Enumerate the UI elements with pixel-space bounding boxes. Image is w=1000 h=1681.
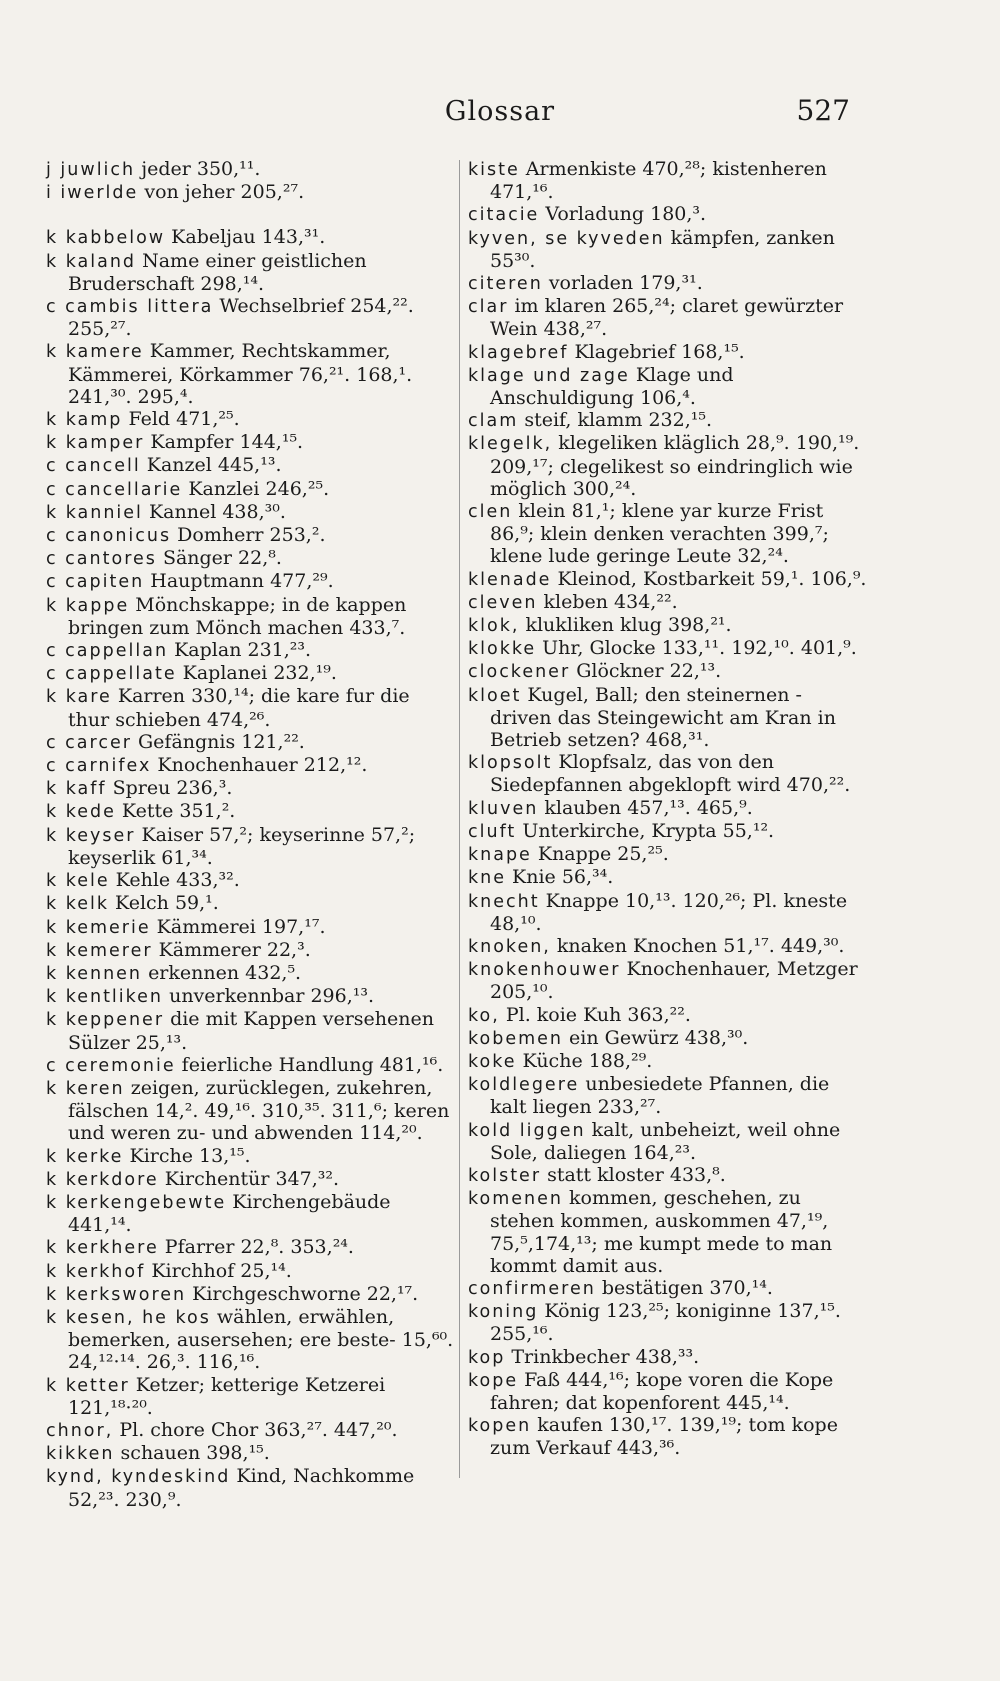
gloss: jeder 350,¹¹. bbox=[141, 158, 261, 180]
headword: kop bbox=[468, 1347, 506, 1368]
headword: klokke bbox=[468, 639, 537, 660]
headword: k kelk bbox=[46, 894, 109, 915]
glossary-entry bbox=[46, 916, 456, 939]
gloss: ein Gewürz 438,³⁰. bbox=[569, 1026, 749, 1049]
headword: k kerkhere bbox=[46, 1238, 159, 1259]
headword: c ceremonie bbox=[46, 1055, 176, 1076]
glossary-entry bbox=[468, 1164, 868, 1187]
gloss: steif, klamm 232,¹⁵. bbox=[524, 409, 713, 432]
headword: c cambis littera bbox=[46, 297, 214, 318]
gloss: Trinkbecher 438,³³. bbox=[511, 1345, 700, 1368]
glossary-entry bbox=[468, 820, 868, 843]
gloss: unverkennbar 296,¹³. bbox=[169, 985, 375, 1008]
glossary-entry bbox=[468, 568, 868, 591]
headword: k keren bbox=[46, 1078, 125, 1099]
glossary-entry bbox=[46, 685, 456, 730]
glossary-entry bbox=[46, 731, 456, 754]
glossary-entry bbox=[468, 684, 868, 752]
headword: kolster bbox=[468, 1165, 542, 1186]
gloss: Sänger 22,⁸. bbox=[162, 547, 282, 570]
headword: c capiten bbox=[46, 572, 145, 593]
glossary-entry bbox=[46, 962, 456, 985]
glossary-entry bbox=[468, 1277, 868, 1300]
glossary-entry bbox=[46, 1191, 456, 1236]
headword: k kentliken bbox=[46, 987, 164, 1008]
headword: kobemen bbox=[468, 1028, 563, 1049]
headword: cleven bbox=[468, 592, 538, 613]
headword: clam bbox=[468, 411, 519, 432]
headword: c cancell bbox=[46, 456, 141, 477]
gloss: Klagebrief 168,¹⁵. bbox=[574, 340, 745, 363]
gloss: Kelch 59,¹. bbox=[115, 892, 219, 915]
glossary-entry bbox=[46, 295, 456, 340]
headword: k kabbelow bbox=[46, 228, 166, 249]
gloss: Knochenhauer, Metzger 205,¹⁰. bbox=[490, 958, 858, 1004]
glossary-entry bbox=[46, 226, 456, 249]
headword: kynd, kyndeskind bbox=[46, 1467, 231, 1488]
page-number: 527 bbox=[796, 94, 850, 127]
glossary-entry bbox=[468, 1004, 868, 1027]
headword: k kesen, he kos bbox=[46, 1307, 211, 1328]
glossary-entry bbox=[468, 500, 868, 568]
gloss: Pl. chore Chor 363,²⁷. 447,²⁰. bbox=[119, 1418, 398, 1441]
gloss: klukliken klug 398,²¹. bbox=[525, 614, 732, 637]
gloss: kleben 434,²². bbox=[543, 590, 678, 613]
gloss: Kammer, Rechtskammer, Kämmerei, Körkammer 76,²¹. 168,¹. 241,³⁰. 295,⁴. bbox=[68, 340, 413, 408]
headword: i iwerlde bbox=[46, 183, 139, 204]
glossary-entry bbox=[46, 939, 456, 962]
headword: citeren bbox=[468, 274, 543, 295]
glossary-entry bbox=[46, 777, 456, 800]
headword: confirmeren bbox=[468, 1278, 596, 1299]
headword: koke bbox=[468, 1051, 517, 1072]
glossary-entry bbox=[468, 1119, 868, 1164]
glossary-entry bbox=[46, 250, 456, 295]
glossary-entry bbox=[46, 1306, 456, 1374]
gloss: Kehle 433,³². bbox=[115, 869, 240, 892]
gloss: Kaplanei 232,¹⁹. bbox=[182, 662, 337, 685]
gloss: Mönchskappe; in de kappen bringen zum Mönch machen 433,⁷. bbox=[68, 593, 407, 639]
headword: k kele bbox=[46, 871, 110, 892]
glossary-entry bbox=[46, 501, 456, 524]
headword: kold liggen bbox=[468, 1120, 586, 1141]
headword: knokenhouwer bbox=[468, 960, 621, 981]
glossary-entry bbox=[468, 1073, 868, 1118]
headword: kikken bbox=[46, 1444, 115, 1465]
glossary-entry bbox=[46, 662, 456, 685]
glossary-entry bbox=[46, 1145, 456, 1168]
glossary-entry bbox=[46, 431, 456, 454]
glossary-entry bbox=[468, 797, 868, 820]
gloss: Klage und Anschuldigung 106,⁴. bbox=[490, 363, 734, 410]
headword: kiste bbox=[468, 160, 520, 180]
gloss: Kabeljau 143,³¹. bbox=[171, 226, 326, 249]
gloss: kaufen 130,¹⁷. 139,¹⁹; tom kope zum Verkauf 443,³⁶. bbox=[490, 1414, 838, 1460]
glossary-entry bbox=[468, 158, 868, 203]
gloss: erkennen 432,⁵. bbox=[148, 961, 302, 984]
gloss: Ketzer; ketterige Ketzerei 121,¹⁸·²⁰. bbox=[68, 1373, 386, 1419]
glossary-entry bbox=[46, 1442, 456, 1465]
gloss: Kleinod, Kostbarkeit 59,¹. 106,⁹. bbox=[557, 567, 867, 590]
headword: clen bbox=[468, 502, 513, 523]
glossary-entry bbox=[468, 614, 868, 637]
headword: kne bbox=[468, 868, 506, 889]
glossary-entry bbox=[46, 1374, 456, 1419]
headword: k keyser bbox=[46, 825, 136, 846]
glossary-entry bbox=[46, 1008, 456, 1053]
gloss: Wechselbrief 254,²². 255,²⁷. bbox=[68, 295, 414, 341]
gloss: von jeher 205,²⁷. bbox=[144, 181, 305, 204]
headword: kloet bbox=[468, 685, 522, 706]
headword: k kemerie bbox=[46, 917, 151, 938]
glossary-entry bbox=[468, 295, 868, 340]
gloss: Domherr 253,². bbox=[177, 524, 326, 547]
headword: c cappellate bbox=[46, 664, 177, 685]
running-title: Glossar bbox=[444, 96, 556, 127]
headword: chnor, bbox=[46, 1420, 114, 1441]
gloss: im klaren 265,²⁴; claret gewürzter Wein 438,²⁷. bbox=[490, 295, 844, 341]
headword: c cantores bbox=[46, 549, 157, 570]
headword: kyven, se kyveden bbox=[468, 228, 665, 249]
gloss: Klopfsalz, das von den Siedepfannen abgeklopft wird 470,²². bbox=[490, 751, 851, 797]
headword: k kamp bbox=[46, 410, 123, 431]
right-column bbox=[468, 158, 868, 1460]
headword: koning bbox=[468, 1302, 539, 1323]
glossary-entry bbox=[468, 660, 868, 683]
glossary-entry bbox=[46, 454, 456, 477]
running-head bbox=[0, 96, 1000, 132]
headword: c carnifex bbox=[46, 756, 152, 777]
glossary-entry bbox=[46, 181, 456, 204]
glossary-entry bbox=[46, 524, 456, 547]
gloss: feierliche Handlung 481,¹⁶. bbox=[181, 1053, 444, 1076]
headword: ko, bbox=[468, 1005, 500, 1026]
gloss: Kirchengebäude 441,¹⁴. bbox=[68, 1190, 391, 1237]
glossary-entry bbox=[468, 432, 868, 500]
left-column bbox=[46, 158, 456, 1511]
column-divider bbox=[459, 160, 460, 1478]
glossary-entry bbox=[46, 1260, 456, 1283]
headword: k kerke bbox=[46, 1146, 124, 1167]
glossary-entry bbox=[46, 408, 456, 431]
gloss: Kirchgeschworne 22,¹⁷. bbox=[192, 1282, 419, 1305]
gloss: kommen, geschehen, zu stehen kommen, auskommen 47,¹⁹, 75,⁵,174,¹³; me kumpt mede to man kommt damit aus. bbox=[490, 1187, 833, 1277]
gloss: bestätigen 370,¹⁴. bbox=[601, 1276, 773, 1299]
glossary-entry bbox=[468, 1414, 868, 1459]
gloss: Kanzlei 246,²⁵. bbox=[188, 477, 330, 500]
glossary-entry bbox=[468, 591, 868, 614]
headword: k kamere bbox=[46, 342, 144, 363]
gloss: Kirche 13,¹⁵. bbox=[129, 1144, 251, 1167]
glossary-entry bbox=[46, 1283, 456, 1306]
gloss: Faß 444,¹⁶; kope voren die Kope fahren; dat kopenforent 445,¹⁴. bbox=[490, 1368, 834, 1414]
glossary-entry bbox=[46, 1465, 456, 1510]
gloss: Uhr, Glocke 133,¹¹. 192,¹⁰. 401,⁹. bbox=[542, 637, 857, 660]
gloss: Kaplan 231,²³. bbox=[174, 639, 312, 662]
headword: k kaland bbox=[46, 251, 137, 272]
headword: klok, bbox=[468, 616, 520, 637]
glossary-entry bbox=[468, 843, 868, 866]
headword: komenen bbox=[468, 1189, 563, 1210]
glossary-entry bbox=[46, 478, 456, 501]
gloss: Vorladung 180,³. bbox=[545, 203, 707, 226]
glossary-entry bbox=[468, 1187, 868, 1277]
gloss: schauen 398,¹⁵. bbox=[120, 1442, 270, 1465]
glossary-entry bbox=[46, 570, 456, 593]
glossary-entry bbox=[46, 594, 456, 639]
headword: koldlegere bbox=[468, 1075, 580, 1096]
headword: cluft bbox=[468, 821, 517, 842]
glossary-entry bbox=[46, 1077, 456, 1145]
glossary-entry bbox=[468, 890, 868, 935]
gloss: Unterkirche, Krypta 55,¹². bbox=[522, 819, 775, 842]
gloss: Pl. koie Kuh 363,²². bbox=[505, 1003, 691, 1026]
glossary-entry bbox=[46, 754, 456, 777]
gloss: Pfarrer 22,⁸. 353,²⁴. bbox=[164, 1236, 354, 1259]
gloss: Armenkiste 470,²⁸; kistenheren 471,¹⁶. bbox=[490, 158, 827, 204]
gloss: statt kloster 433,⁸. bbox=[547, 1163, 726, 1186]
gloss: Karren 330,¹⁴; die kare fur die thur schieben 474,²⁶. bbox=[68, 685, 410, 731]
headword: klage und zage bbox=[468, 365, 630, 386]
glossary-entry bbox=[46, 1054, 456, 1077]
glossary-entry bbox=[46, 985, 456, 1008]
gloss: Spreu 236,³. bbox=[112, 777, 233, 800]
headword: knape bbox=[468, 845, 532, 866]
gloss: Kampfer 144,¹⁵. bbox=[150, 431, 304, 454]
gloss: Gefängnis 121,²². bbox=[137, 730, 305, 753]
glossary-entry bbox=[468, 227, 868, 272]
headword: c cancellarie bbox=[46, 479, 183, 500]
headword: k kappe bbox=[46, 595, 130, 616]
headword: klagebref bbox=[468, 342, 569, 363]
headword: k kerkdore bbox=[46, 1169, 159, 1190]
headword: clar bbox=[468, 297, 509, 318]
glossary-entry bbox=[468, 1300, 868, 1345]
gloss: wählen, erwählen, bemerken, ausersehen; ere beste- 15,⁶⁰. 24,¹²·¹⁴. 26,³. 116,¹⁶. bbox=[68, 1305, 454, 1374]
glossary-entry bbox=[46, 1168, 456, 1191]
glossary-entry bbox=[468, 1346, 868, 1369]
headword: k kemerer bbox=[46, 940, 153, 961]
glossary-entry bbox=[468, 866, 868, 889]
headword: k kerksworen bbox=[46, 1284, 187, 1305]
glossary-entry bbox=[46, 1419, 456, 1442]
gloss: Knochenhauer 212,¹². bbox=[157, 754, 368, 777]
gloss: Kette 351,². bbox=[121, 800, 236, 823]
glossary-entry bbox=[46, 547, 456, 570]
glossary-entry bbox=[468, 203, 868, 226]
headword: klegelk, bbox=[468, 434, 553, 455]
headword: k kede bbox=[46, 802, 116, 823]
gloss: unbesiedete Pfannen, die kalt liegen 233,²⁷. bbox=[490, 1073, 830, 1119]
gloss: Kämmerer 22,³. bbox=[158, 938, 311, 961]
glossary-entry bbox=[46, 158, 456, 181]
glossary-entry bbox=[468, 1369, 868, 1414]
gloss: Kanzel 445,¹³. bbox=[146, 454, 282, 477]
headword: kope bbox=[468, 1370, 519, 1391]
gloss: Knappe 25,²⁵. bbox=[537, 843, 669, 866]
glossary-entry bbox=[468, 637, 868, 660]
glossary-entry bbox=[46, 892, 456, 915]
gloss: Hauptmann 477,²⁹. bbox=[150, 570, 334, 593]
gloss: Name einer geistlichen Bruderschaft 298,¹⁴. bbox=[68, 249, 367, 295]
headword: c cappellan bbox=[46, 641, 169, 662]
headword: citacie bbox=[468, 205, 540, 226]
gloss: vorladen 179,³¹. bbox=[548, 272, 703, 295]
headword: k kerkhof bbox=[46, 1261, 146, 1282]
glossary-entry bbox=[46, 340, 456, 408]
glossary-entry bbox=[468, 364, 868, 409]
glossary-entry bbox=[468, 935, 868, 958]
gloss: Kämmerei 197,¹⁷. bbox=[156, 915, 326, 938]
headword: k kaff bbox=[46, 779, 107, 800]
glossary-entry bbox=[468, 272, 868, 295]
headword: k ketter bbox=[46, 1375, 130, 1396]
gloss: Knappe 10,¹³. 120,²⁶; Pl. kneste 48,¹⁰. bbox=[490, 889, 848, 935]
gloss: Kind, Nachkomme 52,²³. 230,⁹. bbox=[68, 1465, 415, 1511]
glossary-entry bbox=[468, 409, 868, 432]
headword: c carcer bbox=[46, 732, 132, 753]
glossary-entry bbox=[468, 958, 868, 1003]
gloss: Kirchhof 25,¹⁴. bbox=[151, 1259, 292, 1282]
headword: k kare bbox=[46, 687, 112, 708]
gloss: knaken Knochen 51,¹⁷. 449,³⁰. bbox=[556, 934, 845, 957]
gloss: Kugel, Ball; den steinernen - driven das Steingewicht am Kran in Betrieb setzen? 468,³¹. bbox=[490, 683, 836, 752]
gloss: kämpfen, zanken 55³⁰. bbox=[490, 226, 835, 272]
gloss: die mit Kappen versehenen Sülzer 25,¹³. bbox=[68, 1008, 434, 1054]
gloss: Kirchentür 347,³². bbox=[164, 1167, 340, 1190]
glossary-entry bbox=[468, 341, 868, 364]
gloss: Feld 471,²⁵. bbox=[128, 408, 240, 431]
gloss: Glöckner 22,¹³. bbox=[576, 660, 722, 683]
headword: k kamper bbox=[46, 433, 145, 454]
gloss: klegeliken kläglich 28,⁹. 190,¹⁹. 209,¹⁷; clegelikest so eindringlich wie möglich 300,²⁴. bbox=[490, 432, 860, 500]
gloss: Kannel 438,³⁰. bbox=[148, 500, 286, 523]
headword: klopsolt bbox=[468, 753, 553, 774]
headword: knecht bbox=[468, 891, 540, 912]
gloss: klein 81,¹; klene yar kurze Frist 86,⁹; klein denken verachten 399,⁷; klene lude geringe Leute 32,²⁴. bbox=[490, 500, 829, 568]
glossary-entry bbox=[46, 800, 456, 823]
glossary-entry bbox=[468, 751, 868, 796]
headword: kluven bbox=[468, 798, 539, 819]
gloss: klauben 457,¹³. 465,⁹. bbox=[544, 796, 753, 819]
glossary-entry bbox=[46, 869, 456, 892]
gloss: Kaiser 57,²; keyserinne 57,²; keyserlik 61,³⁴. bbox=[68, 823, 416, 869]
gloss: zeigen, zurücklegen, zukehren, fälschen 14,². 49,¹⁶. 310,³⁵. 311,⁶; keren und weren zu- und abwenden 114,²⁰. bbox=[68, 1076, 450, 1145]
headword: k kennen bbox=[46, 963, 143, 984]
glossary-entry bbox=[468, 1050, 868, 1073]
gloss: Küche 188,²⁹. bbox=[522, 1049, 653, 1072]
headword: c canonicus bbox=[46, 526, 172, 547]
gloss: König 123,²⁵; koniginne 137,¹⁵. 255,¹⁶. bbox=[490, 1300, 841, 1346]
headword: k kerkengebewte bbox=[46, 1192, 227, 1213]
glossary-entry bbox=[46, 639, 456, 662]
glossary-entry bbox=[468, 1027, 868, 1050]
glossary-entry bbox=[46, 1236, 456, 1259]
gloss: Knie 56,³⁴. bbox=[512, 866, 614, 889]
gloss: kalt, unbeheizt, weil ohne Sole, daliegen 164,²³. bbox=[490, 1118, 841, 1164]
headword: klenade bbox=[468, 569, 552, 590]
headword: k keppener bbox=[46, 1010, 165, 1031]
glossary-entry bbox=[46, 824, 456, 869]
headword: j juwlich bbox=[46, 160, 136, 180]
headword: k kanniel bbox=[46, 502, 143, 523]
headword: kopen bbox=[468, 1416, 532, 1437]
headword: knoken, bbox=[468, 936, 551, 957]
headword: clockener bbox=[468, 662, 571, 683]
